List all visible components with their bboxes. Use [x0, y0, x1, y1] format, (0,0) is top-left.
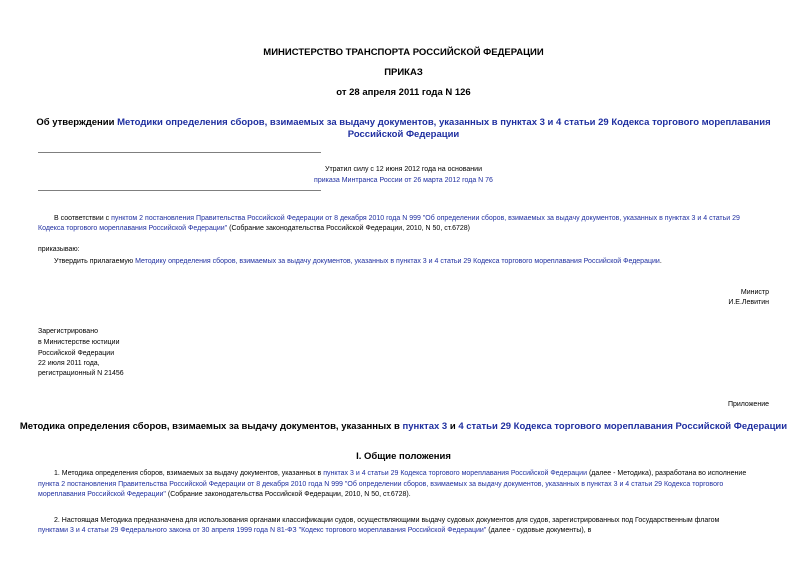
decree-999-link-cont[interactable]: мореплавания Российской Федерации"	[38, 491, 166, 498]
registration-line1: Зарегистрировано	[38, 328, 98, 335]
para2-line2	[38, 526, 591, 536]
preamble-intro: В соответствии с	[54, 215, 110, 222]
para1-line2	[38, 480, 723, 490]
para1-line3	[38, 490, 411, 500]
appendix-title	[0, 421, 807, 432]
order-approve-line	[54, 257, 662, 267]
divider-top	[38, 152, 321, 153]
para2-tail: (далее - судовые документы), в	[486, 527, 592, 534]
appendix-title-prefix: Методика определения сборов, взимаемых за выдачу документов, указанных в	[19, 421, 403, 432]
preamble-line2	[38, 224, 470, 234]
methodology-link-cont[interactable]: Российской Федерации	[347, 129, 460, 140]
signature-title: Министр	[740, 289, 769, 296]
section-title: I. Общие положения	[356, 451, 451, 462]
government-decree-link-cont[interactable]: Кодекса торгового мореплавания Российской Федерации"	[38, 225, 228, 232]
para1-line1	[54, 469, 746, 479]
para1-tail: (Собрание законодательства Российской Федерации, 2010, N 50, ст.6728).	[165, 491, 411, 498]
registration-line5: регистрационный N 21456	[38, 370, 124, 377]
registration-line2: в Министерстве юстиции	[38, 339, 120, 346]
approve-prefix: Утвердить прилагаемую	[54, 258, 136, 265]
divider-bottom	[38, 190, 321, 191]
appendix-label: Приложение	[727, 401, 769, 408]
status-link-line	[0, 176, 807, 186]
appendix-title-link1[interactable]: пунктах 3	[402, 421, 448, 432]
methodology-link[interactable]: Методики определения сборов, взимаемых за выдачу документов, указанных в пунктах 3 и 4 статьи 29 Кодекса торгового мореплавания	[117, 117, 771, 128]
para1-prefix: 1. Методика определения сборов, взимаемых за выдачу документов, указанных в	[54, 470, 324, 477]
decree-999-link[interactable]: пункта 2 постановления Правительства Российской Федерации от 8 декабря 2010 года N 999 "Об определении сборов, взимаемых за выдачу документов, указанных в пунктах 3 и 4 статьи 29 Кодекса торгового	[38, 481, 724, 488]
government-decree-link[interactable]: пунктом 2 постановления Правительства Российской Федерации от 8 декабря 2010 года N 999 "Об определении сборов, взимаемых за выдачу документов, указанных в пунктах 3 и 4 статьи 29	[111, 215, 740, 222]
preamble-line1	[54, 214, 740, 224]
appendix-title-link2[interactable]: 4 статьи 29 Кодекса торгового мореплавания Российской Федерации	[458, 421, 788, 432]
doc-date-number: от 28 апреля 2011 года N 126	[336, 87, 471, 98]
approved-methodology-link[interactable]: Методику определения сборов, взимаемых за выдачу документов, указанных в пунктах 3 и 4 статьи 29 Кодекса торгового мореплавания Российской Федерации	[135, 258, 660, 265]
approve-suffix: .	[659, 258, 662, 265]
registration-line3: Российской Федерации	[38, 350, 115, 357]
para1-mid: (далее - Методика), разработана во исполнение	[587, 470, 747, 477]
preamble-tail: (Собрание законодательства Российской Федерации, 2010, N 50, ст.6728)	[227, 225, 470, 232]
appendix-title-and: и	[447, 421, 459, 432]
para2-line1: 2. Настоящая Методика предназначена для использования органами классификации судов, осуществляющими выдачу судовых документов для судов, зарегистрированных под Государственным флагом	[54, 517, 720, 524]
repeal-order-link[interactable]: приказа Минтранса России от 26 марта 2012 года N 76	[314, 177, 493, 184]
order-label: приказываю:	[38, 246, 80, 253]
status-line: Утратил силу с 12 июня 2012 года на основании	[325, 166, 482, 173]
subject-prefix: Об утверждении	[36, 117, 115, 128]
code-articles-link[interactable]: пунктах 3 и 4 статьи 29 Кодекса торгового мореплавания Российской Федерации	[323, 470, 588, 477]
doc-type: ПРИКАЗ	[384, 67, 423, 78]
ministry-title: МИНИСТЕРСТВО ТРАНСПОРТА РОССИЙСКОЙ ФЕДЕРАЦИИ	[263, 47, 544, 58]
signature-name: И.Е.Левитин	[728, 299, 769, 306]
subject-line2	[0, 129, 807, 140]
subject-line1	[0, 117, 807, 128]
registration-line4: 22 июля 2011 года,	[38, 360, 100, 367]
federal-law-link[interactable]: пунктами 3 и 4 статьи 29 Федерального закона от 30 апреля 1999 года N 81-ФЗ "Кодекс торгового мореплавания Российской Федерации"	[38, 527, 487, 534]
